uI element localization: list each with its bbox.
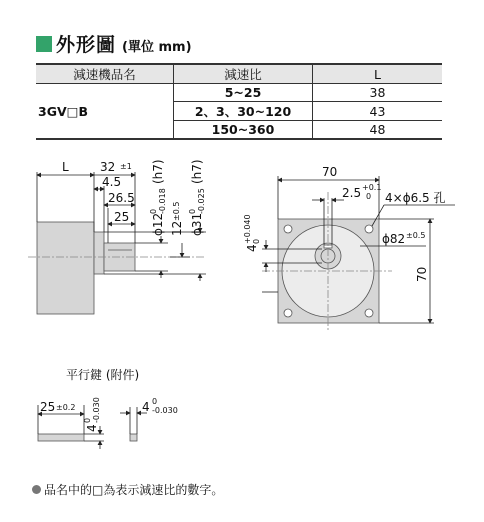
shaft-fit-label: (h7) — [151, 159, 165, 184]
key-h-tol-low: -0.030 — [92, 397, 101, 423]
ratio-cell: 150~360 — [174, 121, 313, 140]
footnote — [32, 481, 223, 498]
mount-hole-icon — [365, 225, 373, 233]
shaft-tol-low: -0.018 — [158, 188, 167, 214]
key-side-view — [38, 434, 84, 441]
l-cell: 43 — [313, 102, 443, 121]
l-cell: 48 — [313, 121, 443, 140]
shaft-dia-label: ϕ12 — [151, 212, 165, 236]
dim-12-label: 12 — [170, 220, 184, 236]
header-l: L — [313, 64, 443, 84]
key-len-tol: ±0.2 — [56, 403, 76, 412]
pilot-dia-label: ϕ31 — [190, 212, 204, 236]
key-end-view — [130, 434, 137, 441]
holes-label: 4×ϕ6.5 孔 — [385, 191, 446, 205]
header-model: 減速機品名 — [36, 64, 174, 84]
pilot-tol-up: 0 — [188, 208, 197, 214]
dim-l-label: L — [62, 160, 69, 174]
width-70-label: 70 — [322, 165, 338, 179]
key-h-label: 4 — [85, 424, 99, 432]
pcd-label: ϕ82 — [382, 232, 406, 246]
gearbox-body — [37, 222, 94, 314]
model-cell: 3GV□B — [36, 84, 174, 140]
key-detail-title: 平行鍵 (附件) — [66, 368, 140, 382]
dim-4-5-label: 4.5 — [102, 175, 122, 189]
header-ratio: 減速比 — [174, 64, 313, 84]
bullet-icon — [32, 485, 41, 494]
key4-label: 4 — [245, 244, 259, 252]
keyway-label: 2.5 — [342, 186, 362, 200]
mount-hole-icon — [284, 225, 292, 233]
dim-32-label: 32 — [100, 160, 116, 174]
key-w-label: 4 — [142, 400, 150, 414]
key-len-label: 25 — [40, 400, 56, 414]
key4-tol-low: 0 — [252, 238, 261, 244]
dim-32-tol: ±1 — [120, 162, 132, 171]
mount-hole-icon — [365, 309, 373, 317]
dim-26-5-label: 26.5 — [108, 191, 135, 205]
footnote-text: 品名中的□為表示減速比的數字。 — [44, 483, 224, 497]
pcd-tol: ±0.5 — [406, 231, 426, 240]
title-unit: (單位 mm) — [122, 39, 192, 55]
key-detail-labels — [40, 397, 178, 432]
shaft-tol-up: 0 — [149, 208, 158, 214]
key-h-tol-up: 0 — [83, 417, 92, 423]
pilot-fit-label: (h7) — [190, 159, 204, 184]
height-70-label: 70 — [415, 266, 429, 282]
key4-tol-up: +0.040 — [243, 214, 252, 244]
keyway-tol-low: 0 — [366, 192, 372, 201]
key-w-tol-up: 0 — [152, 397, 158, 406]
dim-12-tol: ±0.5 — [172, 201, 181, 221]
pilot-boss — [94, 232, 104, 274]
ratio-cell: 2、3、30~120 — [174, 102, 313, 121]
ratio-cell: 5~25 — [174, 84, 313, 102]
keyway-tol-up: +0.1 — [362, 183, 382, 192]
pilot-tol-low: -0.025 — [197, 188, 206, 214]
mount-hole-icon — [284, 309, 292, 317]
key-w-tol-low: -0.030 — [152, 406, 178, 415]
l-cell: 38 — [313, 84, 443, 102]
dim-25-label: 25 — [114, 210, 130, 224]
title-main: 外形圖 — [56, 34, 117, 56]
